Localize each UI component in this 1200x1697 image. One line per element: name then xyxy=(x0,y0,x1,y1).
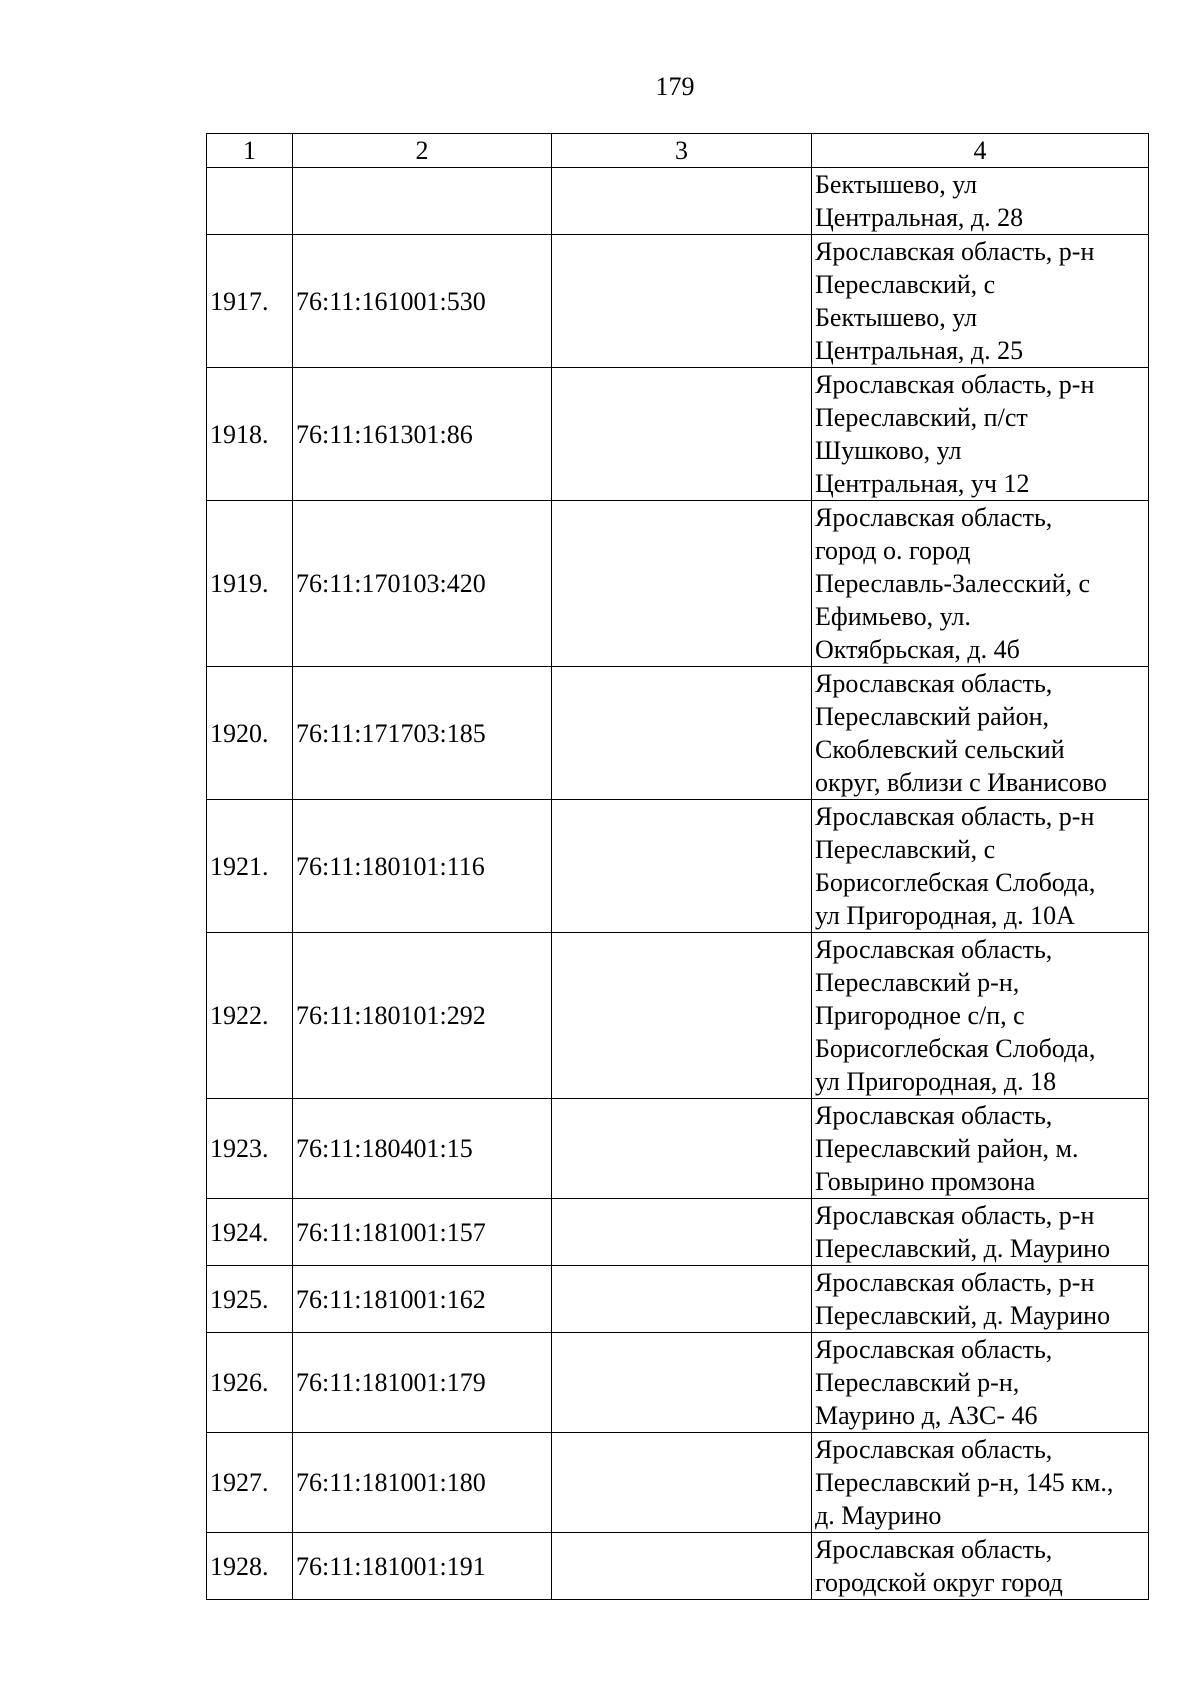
address-line: Переславский район, м. xyxy=(815,1134,1079,1163)
address-line: Ярославская область, xyxy=(815,1435,1053,1464)
address-line: Ярославская область, xyxy=(815,1101,1053,1130)
table-row xyxy=(207,800,1149,933)
cadastral-number-cell: 76:11:181001:180 xyxy=(293,1433,552,1533)
table-row xyxy=(207,168,1149,235)
cadastral-number-cell: 76:11:181001:179 xyxy=(293,1333,552,1433)
column-3-cell xyxy=(552,1533,812,1600)
address-cell xyxy=(812,1199,1149,1266)
column-3-cell xyxy=(552,368,812,501)
address-line: Переславский, д. Маурино xyxy=(815,1301,1111,1330)
row-number-cell xyxy=(207,168,293,235)
table-row xyxy=(207,933,1149,1099)
table-row xyxy=(207,1333,1149,1433)
cadastral-number-cell: 76:11:180401:15 xyxy=(293,1099,552,1199)
address-line: Ярославская область, р-н xyxy=(815,802,1095,831)
column-header-4: 4 xyxy=(812,134,1149,168)
row-number-cell: 1926. xyxy=(207,1333,293,1433)
address-line: Бектышево, ул xyxy=(815,170,978,199)
cadastral-number-cell: 76:11:181001:191 xyxy=(293,1533,552,1600)
row-number-cell: 1927. xyxy=(207,1433,293,1533)
table-row xyxy=(207,368,1149,501)
address-cell xyxy=(812,1333,1149,1433)
table-row xyxy=(207,1533,1149,1600)
register-table xyxy=(206,133,1149,1600)
address-line: Борисоглебская Слобода, xyxy=(815,1034,1096,1063)
cadastral-number-cell: 76:11:171703:185 xyxy=(293,667,552,800)
address-line: Переславский р-н, 145 км., xyxy=(815,1468,1114,1497)
address-line: Переславский р-н, xyxy=(815,968,1020,997)
row-number-cell: 1923. xyxy=(207,1099,293,1199)
address-line: Ярославская область, xyxy=(815,935,1053,964)
address-line: Ефимьево, ул. xyxy=(815,602,971,631)
row-number-cell: 1924. xyxy=(207,1199,293,1266)
address-line: Ярославская область, xyxy=(815,669,1053,698)
cadastral-number-cell: 76:11:161001:530 xyxy=(293,235,552,368)
row-number-cell: 1920. xyxy=(207,667,293,800)
address-cell xyxy=(812,1433,1149,1533)
address-line: Переславский, п/ст xyxy=(815,403,1028,432)
address-line: Центральная, уч 12 xyxy=(815,469,1030,498)
address-cell xyxy=(812,933,1149,1099)
column-3-cell xyxy=(552,1433,812,1533)
address-cell xyxy=(812,1266,1149,1333)
address-line: Ярославская область, р-н xyxy=(815,1201,1095,1230)
table-row xyxy=(207,1266,1149,1333)
address-line: Ярославская область, р-н xyxy=(815,237,1095,266)
column-header-3: 3 xyxy=(552,134,812,168)
column-header-1: 1 xyxy=(207,134,293,168)
row-number-cell: 1919. xyxy=(207,501,293,667)
address-line: Переславский, с xyxy=(815,835,996,864)
column-3-cell xyxy=(552,667,812,800)
address-line: Пригородное с/п, с xyxy=(815,1001,1025,1030)
column-3-cell xyxy=(552,235,812,368)
address-line: Октябрьская, д. 4б xyxy=(815,635,1020,664)
address-line: Ярославская область, xyxy=(815,1335,1053,1364)
cadastral-number-cell: 76:11:170103:420 xyxy=(293,501,552,667)
row-number-cell: 1917. xyxy=(207,235,293,368)
table-row xyxy=(207,1433,1149,1533)
address-line: ул Пригородная, д. 18 xyxy=(815,1067,1057,1096)
address-line: Бектышево, ул xyxy=(815,303,978,332)
address-line: Шушково, ул xyxy=(815,436,962,465)
address-cell xyxy=(812,1099,1149,1199)
address-cell xyxy=(812,667,1149,800)
row-number-cell: 1921. xyxy=(207,800,293,933)
address-line: Борисоглебская Слобода, xyxy=(815,868,1096,897)
address-line: Центральная, д. 28 xyxy=(815,203,1024,232)
column-3-cell xyxy=(552,1266,812,1333)
address-cell xyxy=(812,235,1149,368)
address-line: Центральная, д. 25 xyxy=(815,336,1024,365)
address-line: Переславский, с xyxy=(815,270,996,299)
address-line: городской округ город xyxy=(815,1568,1063,1597)
address-cell xyxy=(812,1533,1149,1600)
address-line: округ, вблизи с Иванисово xyxy=(815,768,1107,797)
row-number-cell: 1922. xyxy=(207,933,293,1099)
address-line: Переславский р-н, xyxy=(815,1368,1020,1397)
address-cell xyxy=(812,501,1149,667)
table-row xyxy=(207,1199,1149,1266)
cadastral-number-cell: 76:11:180101:292 xyxy=(293,933,552,1099)
address-line: д. Маурино xyxy=(815,1501,942,1530)
address-line: ул Пригородная, д. 10А xyxy=(815,901,1075,930)
column-3-cell xyxy=(552,1333,812,1433)
row-number-cell: 1928. xyxy=(207,1533,293,1600)
column-3-cell xyxy=(552,1099,812,1199)
address-line: Маурино д, АЗС- 46 xyxy=(815,1401,1038,1430)
address-line: город о. город xyxy=(815,536,971,565)
table-header-row xyxy=(207,134,1149,168)
column-3-cell xyxy=(552,933,812,1099)
cadastral-number-cell: 76:11:181001:162 xyxy=(293,1266,552,1333)
row-number-cell: 1918. xyxy=(207,368,293,501)
table-row xyxy=(207,501,1149,667)
address-line: Ярославская область, р-н xyxy=(815,370,1095,399)
column-header-2: 2 xyxy=(293,134,552,168)
table-row xyxy=(207,235,1149,368)
address-line: Ярославская область, xyxy=(815,503,1053,532)
column-3-cell xyxy=(552,168,812,235)
address-cell xyxy=(812,368,1149,501)
column-3-cell xyxy=(552,1199,812,1266)
address-line: Скоблевский сельский xyxy=(815,735,1065,764)
column-3-cell xyxy=(552,800,812,933)
cadastral-number-cell: 76:11:161301:86 xyxy=(293,368,552,501)
cadastral-number-cell xyxy=(293,168,552,235)
table-row xyxy=(207,1099,1149,1199)
address-line: Говырино промзона xyxy=(815,1167,1036,1196)
address-line: Переславль-Залесский, с xyxy=(815,569,1091,598)
cadastral-number-cell: 76:11:181001:157 xyxy=(293,1199,552,1266)
row-number-cell: 1925. xyxy=(207,1266,293,1333)
address-cell xyxy=(812,168,1149,235)
address-line: Ярославская область, р-н xyxy=(815,1268,1095,1297)
address-cell xyxy=(812,800,1149,933)
page-number: 179 xyxy=(655,72,695,101)
address-line: Ярославская область, xyxy=(815,1535,1053,1564)
column-3-cell xyxy=(552,501,812,667)
cadastral-number-cell: 76:11:180101:116 xyxy=(293,800,552,933)
table-body xyxy=(207,168,1149,1600)
address-line: Переславский район, xyxy=(815,702,1050,731)
table-row xyxy=(207,667,1149,800)
address-line: Переславский, д. Маурино xyxy=(815,1234,1111,1263)
